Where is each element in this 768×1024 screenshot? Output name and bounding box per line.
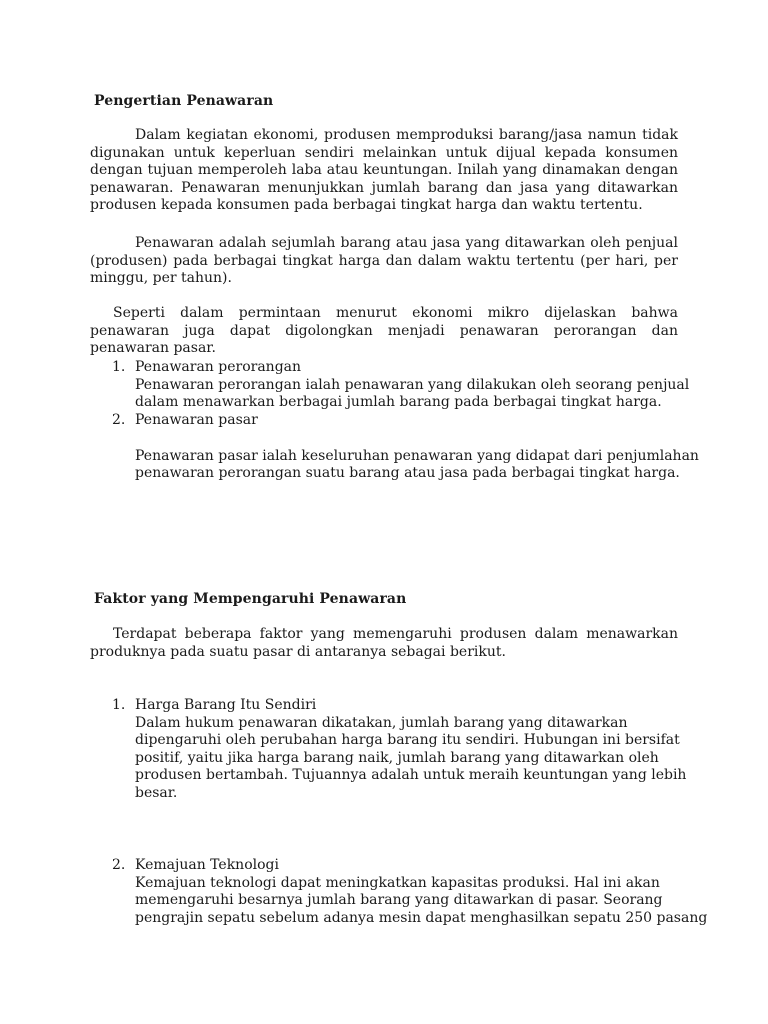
list-number: 2. [112, 857, 126, 873]
list-item-title: Penawaran pasar [135, 412, 258, 428]
paragraph-definition: Penawaran adalah sejumlah barang atau jasa yang ditawarkan oleh penjual (produsen) pada berbagai tingkat harga dan dalam waktu tertentu (per hari, per minggu, per tahun). [90, 235, 678, 287]
list-item-line: Penawaran pasar ialah keseluruhan penawaran yang didapat dari penjumlahan [135, 447, 699, 464]
paragraph-classification: Seperti dalam permintaan menurut ekonomi mikro dijelaskan bahwa penawaran juga dapat digolongkan menjadi penawaran perorangan dan penawaran pasar. [90, 305, 678, 357]
list-item-title: Harga Barang Itu Sendiri [135, 697, 317, 713]
section-heading-pengertian: Pengertian Penawaran [94, 93, 274, 109]
list-number: 2. [112, 412, 126, 428]
list-item-line: besar. [135, 784, 178, 801]
list-item-line: penawaran perorangan suatu barang atau jasa pada berbagai tingkat harga. [135, 465, 680, 482]
list-item-title: Penawaran perorangan [135, 359, 302, 375]
list-item-line: memengaruhi besarnya jumlah barang yang ditawarkan di pasar. Seorang [135, 892, 663, 909]
list-item-line: produsen bertambah. Tujuannya adalah untuk meraih keuntungan yang lebih [135, 767, 687, 784]
list-number: 1. [112, 697, 126, 713]
list-item-line: dalam menawarkan berbagai jumlah barang pada berbagai tingkat harga. [135, 394, 662, 411]
list-item-line: Dalam hukum penawaran dikatakan, jumlah barang yang ditawarkan [135, 714, 628, 731]
list-item-line: pengrajin sepatu sebelum adanya mesin dapat menghasilkan sepatu 250 pasang [135, 909, 708, 926]
list-item-line: Kemajuan teknologi dapat meningkatkan kapasitas produksi. Hal ini akan [135, 874, 660, 891]
list-item-line: dipengaruhi oleh perubahan harga barang itu sendiri. Hubungan ini bersifat [135, 732, 680, 749]
list-item-title: Kemajuan Teknologi [135, 857, 279, 873]
section-heading-faktor: Faktor yang Mempengaruhi Penawaran [94, 591, 407, 607]
list-number: 1. [112, 359, 126, 375]
list-item-line: positif, yaitu jika harga barang naik, jumlah barang yang ditawarkan oleh [135, 749, 659, 766]
paragraph-definition-intro: Dalam kegiatan ekonomi, produsen memproduksi barang/jasa namun tidak digunakan untuk keperluan sendiri melainkan untuk dijual kepada konsumen dengan tujuan memperoleh laba atau keuntungan. Inilah yang dinamakan dengan penawaran. Penawaran menunjukkan jumlah barang dan jasa yang ditawarkan produsen kepada konsumen pada berbagai tingkat harga dan waktu tertentu. [90, 127, 678, 214]
paragraph-factors-intro: Terdapat beberapa faktor yang memengaruhi produsen dalam menawarkan produknya pada suatu pasar di antaranya sebagai berikut. [90, 626, 678, 660]
list-item-line: Penawaran perorangan ialah penawaran yang dilakukan oleh seorang penjual [135, 376, 690, 393]
